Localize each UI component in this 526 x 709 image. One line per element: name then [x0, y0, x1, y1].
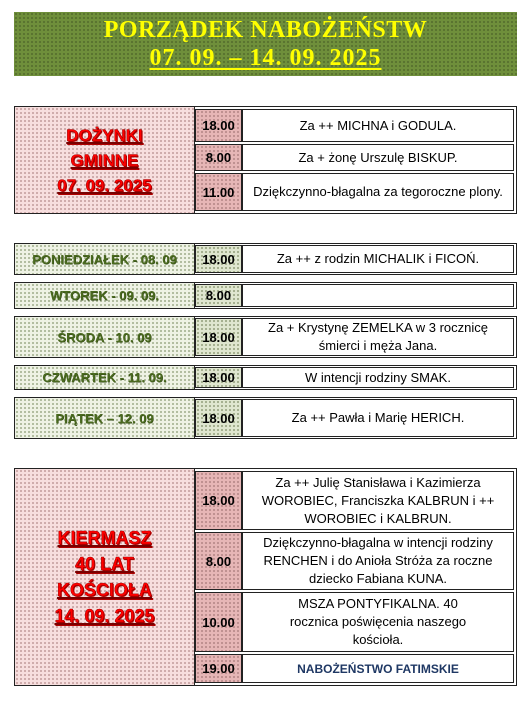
weekday-label: WTOREK - 09. 09.	[14, 282, 195, 309]
weekday-label: CZWARTEK - 11. 09.	[14, 365, 195, 390]
mass-intention: Dziękczynno-błagalna za tegoroczne plony.	[242, 173, 514, 211]
sunday-1-label: DOŻYNKI GMINNE 07. 09. 2025	[14, 106, 195, 214]
mass-time: 19.00	[195, 654, 242, 683]
mass-time: 8.00	[195, 284, 242, 307]
mass-time: 10.00	[195, 592, 242, 652]
mass-time: 11.00	[195, 173, 242, 211]
mass-intention: Za ++ Pawła i Marię HERICH.	[242, 399, 514, 437]
mass-intention: Dziękczynno-błagalna w intencji rodziny RENCHEN i do Anioła Stróża za roczne dziecko Fabiana KUNA.	[242, 532, 514, 590]
mass-intention: MSZA PONTYFIKALNA. 40 rocznica poświęcenia naszego kościoła.	[242, 592, 514, 652]
mass-intention: Za ++ Julię Stanisława i Kazimierza WOROBIEC, Franciszka KALBRUN i ++ WOROBIEC i KALBRUN.	[242, 471, 514, 530]
mass-time: 18.00	[195, 367, 242, 388]
mass-time: 18.00	[195, 109, 242, 142]
mass-time: 8.00	[195, 532, 242, 590]
mass-time: 18.00	[195, 471, 242, 530]
mass-time: 18.00	[195, 318, 242, 356]
mass-intention: Za + Krystynę ZEMELKA w 3 rocznicę śmierci i męża Jana.	[242, 318, 514, 356]
mass-intention: W intencji rodziny SMAK.	[242, 367, 514, 388]
schedule-date-range: 07. 09. – 14. 09. 2025	[149, 45, 382, 71]
mass-time: 18.00	[195, 399, 242, 437]
weekday-label: PIĄTEK – 12. 09	[14, 397, 195, 439]
schedule-header	[14, 12, 517, 76]
mass-intention: Za + żonę Urszulę BISKUP.	[242, 144, 514, 171]
mass-time: 18.00	[195, 245, 242, 273]
schedule-title: PORZĄDEK NABOŻEŃSTW	[103, 17, 428, 43]
mass-intention: Za ++ z rodzin MICHALIK i FICOŃ.	[242, 245, 514, 273]
weekday-label: ŚRODA - 10. 09	[14, 316, 195, 358]
mass-intention: Za ++ MICHNA i GODULA.	[242, 109, 514, 142]
mass-intention-fatima: NABOŻEŃSTWO FATIMSKIE	[242, 654, 514, 683]
mass-intention	[242, 284, 514, 307]
sunday-2-label: KIERMASZ 40 LAT KOŚCIOŁA 14. 09. 2025	[14, 468, 195, 686]
mass-time: 8.00	[195, 144, 242, 171]
weekday-label: PONIEDZIAŁEK - 08. 09	[14, 243, 195, 275]
